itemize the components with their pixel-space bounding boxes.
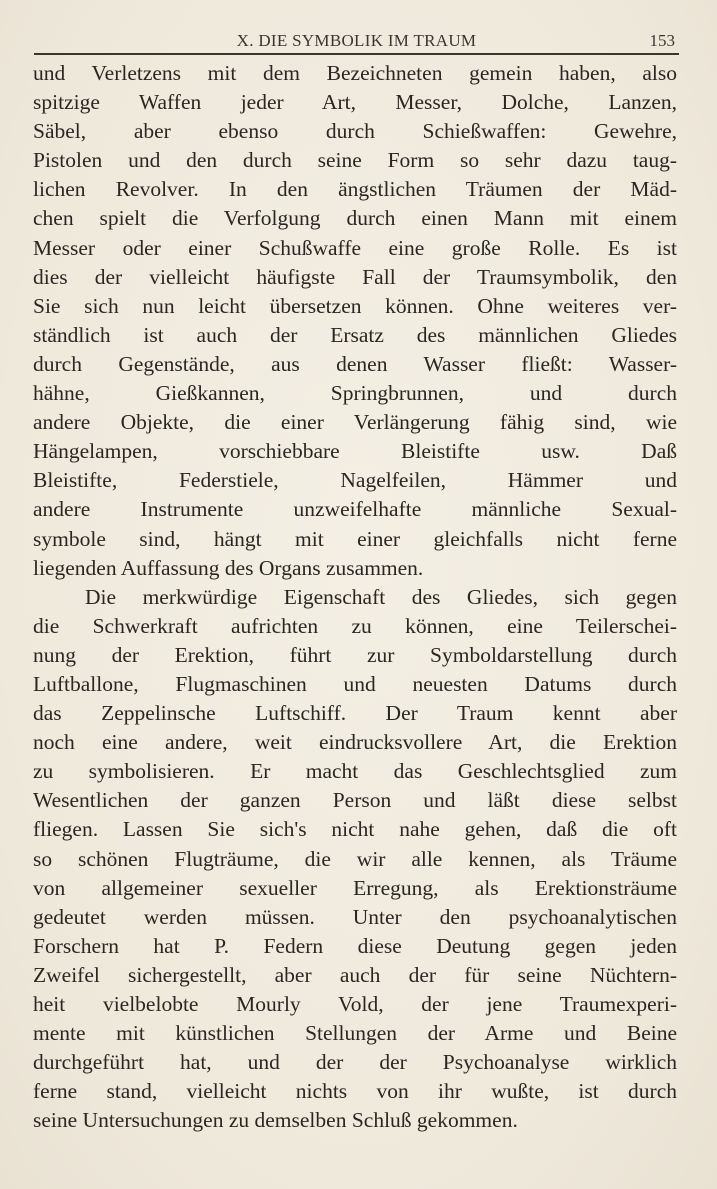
paragraph-start-line: Die merkwürdige Eigenschaft des Gliedes, sich gegen xyxy=(85,584,677,609)
text-line: Bleistifte, Federstiele, Nagelfeilen, Hämmer und xyxy=(33,468,677,493)
text-line: Hängelampen, vorschiebbare Bleistifte usw. Daß xyxy=(33,439,677,464)
paragraph-end-line: seine Untersuchungen zu demselben Schluß gekommen. xyxy=(33,1108,518,1133)
text-line: Zweifel sichergestellt, aber auch der für seine Nüchtern- xyxy=(33,962,677,987)
text-line: durchgeführt hat, und der der Psychoanalyse wirklich xyxy=(33,1050,677,1075)
text-line: andere Objekte, die einer Verlängerung fähig sind, wie xyxy=(33,410,677,435)
text-line: symbole sind, hängt mit einer gleichfalls nicht ferne xyxy=(33,526,677,551)
page-header xyxy=(34,27,679,55)
text-line: chen spielt die Verfolgung durch einen Mann mit einem xyxy=(33,206,677,231)
text-line: Sie sich nun leicht übersetzen können. Ohne weiteres ver- xyxy=(33,293,677,318)
running-title: X. DIE SYMBOLIK IM TRAUM xyxy=(236,31,477,50)
text-line: zu symbolisieren. Er macht das Geschlechtsglied zum xyxy=(33,759,677,784)
text-line: lichen Revolver. In den ängstlichen Träumen der Mäd- xyxy=(33,177,677,202)
body-text xyxy=(33,59,677,1135)
text-line: von allgemeiner sexueller Erregung, als Erektionsträume xyxy=(33,875,677,900)
text-line: gedeutet werden müssen. Unter den psychoanalytischen xyxy=(33,904,677,929)
text-line: Forschern hat P. Federn diese Deutung gegen jeden xyxy=(33,933,677,958)
text-line: Luftballone, Flugmaschinen und neuesten Datums durch xyxy=(33,671,677,696)
text-line: hähne, Gießkannen, Springbrunnen, und durch xyxy=(33,381,677,406)
text-line: Messer oder einer Schußwaffe eine große Rolle. Es ist xyxy=(33,235,677,260)
text-line: das Zeppelinsche Luftschiff. Der Traum kennt aber xyxy=(33,701,677,726)
text-line: ferne stand, vielleicht nichts von ihr wußte, ist durch xyxy=(33,1079,677,1104)
text-line: Säbel, aber ebenso durch Schießwaffen: Gewehre, xyxy=(33,119,677,144)
paragraph-end-line: liegenden Auffassung des Organs zusammen. xyxy=(33,555,424,580)
text-line: so schönen Flugträume, die wir alle kennen, als Träume xyxy=(33,846,677,871)
text-line: mente mit künstlichen Stellungen der Arme und Beine xyxy=(33,1021,677,1046)
page-number: 153 xyxy=(649,31,675,50)
header-rule xyxy=(34,53,679,55)
text-line: durch Gegenstände, aus denen Wasser fließt: Wasser- xyxy=(33,351,677,376)
text-line: andere Instrumente unzweifelhafte männliche Sexual- xyxy=(33,497,677,522)
text-line: die Schwerkraft aufrichten zu können, eine Teilerschei- xyxy=(33,613,677,638)
text-line: spitzige Waffen jeder Art, Messer, Dolche, Lanzen, xyxy=(33,90,677,115)
text-line: noch eine andere, weit eindrucksvollere Art, die Erektion xyxy=(33,730,677,755)
text-line: ständlich ist auch der Ersatz des männlichen Gliedes xyxy=(33,322,677,347)
text-line: und Verletzens mit dem Bezeichneten gemein haben, also xyxy=(33,61,677,85)
text-line: dies der vielleicht häufigste Fall der Traumsymbolik, den xyxy=(33,264,677,289)
text-line: fliegen. Lassen Sie sich's nicht nahe gehen, daß die oft xyxy=(33,817,677,842)
text-line: Pistolen und den durch seine Form so sehr dazu taug- xyxy=(33,148,677,173)
text-line: Wesentlichen der ganzen Person und läßt diese selbst xyxy=(33,788,677,813)
text-line: nung der Erektion, führt zur Symboldarstellung durch xyxy=(33,642,677,667)
text-line: heit vielbelobte Mourly Vold, der jene Traumexperi- xyxy=(33,992,677,1016)
